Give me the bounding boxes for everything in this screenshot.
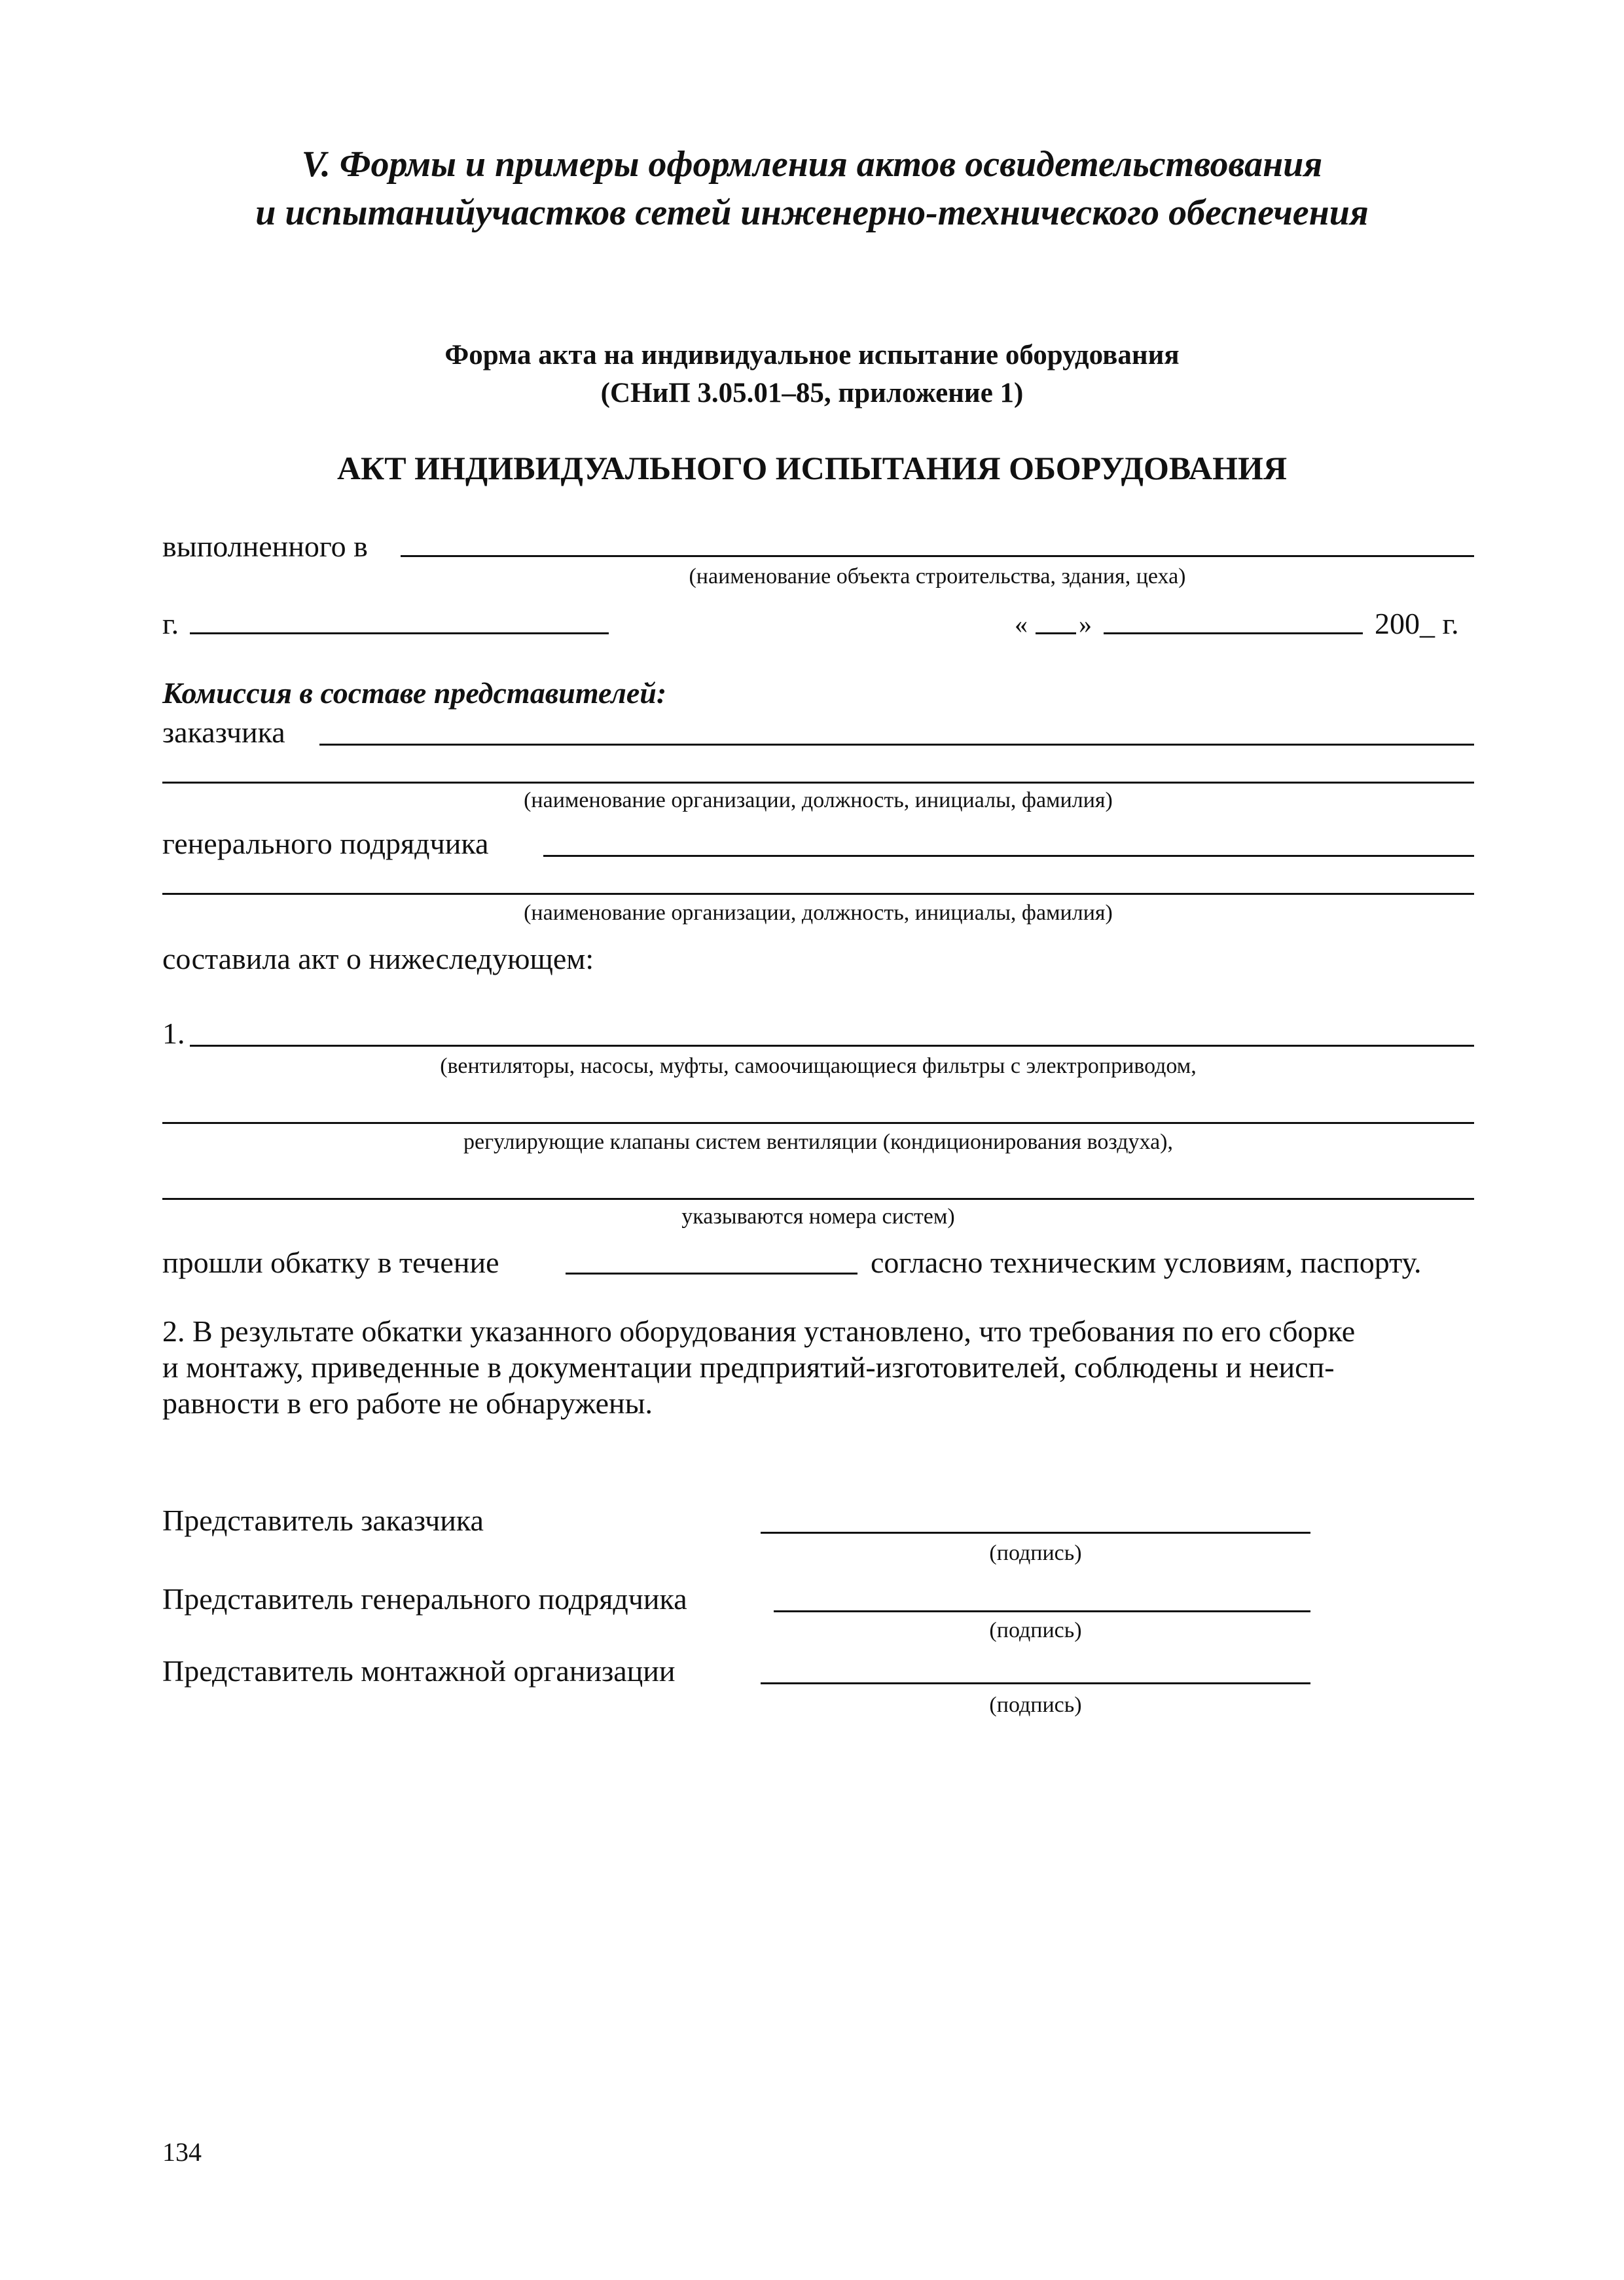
signature-caption-customer: (подпись) [989,1541,1082,1565]
section-heading-line-1: V. Формы и примеры оформления актов освидетельствования [301,144,1323,185]
day-quote-open: « [1015,609,1028,639]
customer-field-line-2[interactable] [162,782,1474,784]
city-field[interactable] [190,632,609,634]
act-title: АКТ ИНДИВИДУАЛЬНОГО ИСПЫТАНИЯ ОБОРУДОВАНИЯ [336,450,1288,486]
form-heading-line-2: (СНиП 3.05.01–85, приложение 1) [600,378,1024,408]
general-contractor-label: генерального подрядчика [162,827,489,860]
signature-caption-installation: (подпись) [989,1693,1082,1717]
signature-field-installation[interactable] [761,1682,1310,1684]
commission-heading: Комиссия в составе представителей: [162,676,667,710]
object-name-field[interactable] [401,555,1474,557]
item-2-paragraph [162,1313,1474,1421]
item-2-line-1: 2. В результате обкатки указанного оборудования установлено, что требования по его сборке [162,1314,1356,1348]
signature-field-general-contractor[interactable] [774,1610,1310,1612]
day-field[interactable] [1036,632,1076,634]
equipment-field-line-2[interactable] [162,1122,1474,1124]
page-number: 134 [162,2137,202,2167]
run-in-duration-field[interactable] [566,1273,857,1275]
signature-label-general-contractor: Представитель генерального подрядчика [162,1582,687,1616]
signature-label-installation: Представитель монтажной организации [162,1654,676,1688]
customer-caption: (наименование организации, должность, инициалы, фамилия) [524,788,1113,812]
signature-label-customer: Представитель заказчика [162,1504,484,1537]
composed-statement: составила акт о нижеследующем: [162,942,594,975]
signature-caption-general-contractor: (подпись) [989,1618,1082,1642]
customer-label: заказчика [162,715,285,749]
general-contractor-field-line-2[interactable] [162,893,1474,895]
equipment-caption-1: (вентиляторы, насосы, муфты, самоочищающиеся фильтры с электроприводом, [440,1054,1197,1078]
signature-field-customer[interactable] [761,1532,1310,1534]
year-label: 200_ г. [1375,607,1459,640]
object-name-caption: (наименование объекта строительства, здания, цеха) [689,564,1186,588]
general-contractor-field[interactable] [543,855,1474,857]
performed-in-label: выполненного в [162,530,368,563]
general-contractor-caption: (наименование организации, должность, инициалы, фамилия) [524,901,1113,925]
day-quote-close: » [1079,609,1092,639]
customer-field[interactable] [319,744,1474,746]
item-2-line-3: равности в его работе не обнаружены. [162,1386,653,1420]
equipment-caption-3: указываются номера систем) [681,1204,955,1229]
section-heading-line-2: и испытанийучастков сетей инженерно-технического обеспечения [255,192,1369,233]
city-label: г. [162,607,179,640]
month-field[interactable] [1104,632,1363,634]
equipment-field-line-3[interactable] [162,1198,1474,1200]
equipment-caption-2: регулирующие клапаны систем вентиляции (кондиционирования воздуха), [463,1130,1173,1154]
form-heading [0,336,1624,412]
passed-run-in-label: прошли обкатку в течение [162,1246,499,1279]
according-to-label: согласно техническим условиям, паспорту. [871,1246,1422,1279]
item-2-line-2: и монтажу, приведенные в документации предприятий-изготовителей, соблюдены и неисп- [162,1350,1335,1384]
equipment-field-line-1[interactable] [190,1045,1474,1047]
form-heading-line-1: Форма акта на индивидуальное испытание оборудования [444,340,1180,371]
section-heading [0,140,1624,237]
item-1-number: 1. [162,1017,185,1050]
